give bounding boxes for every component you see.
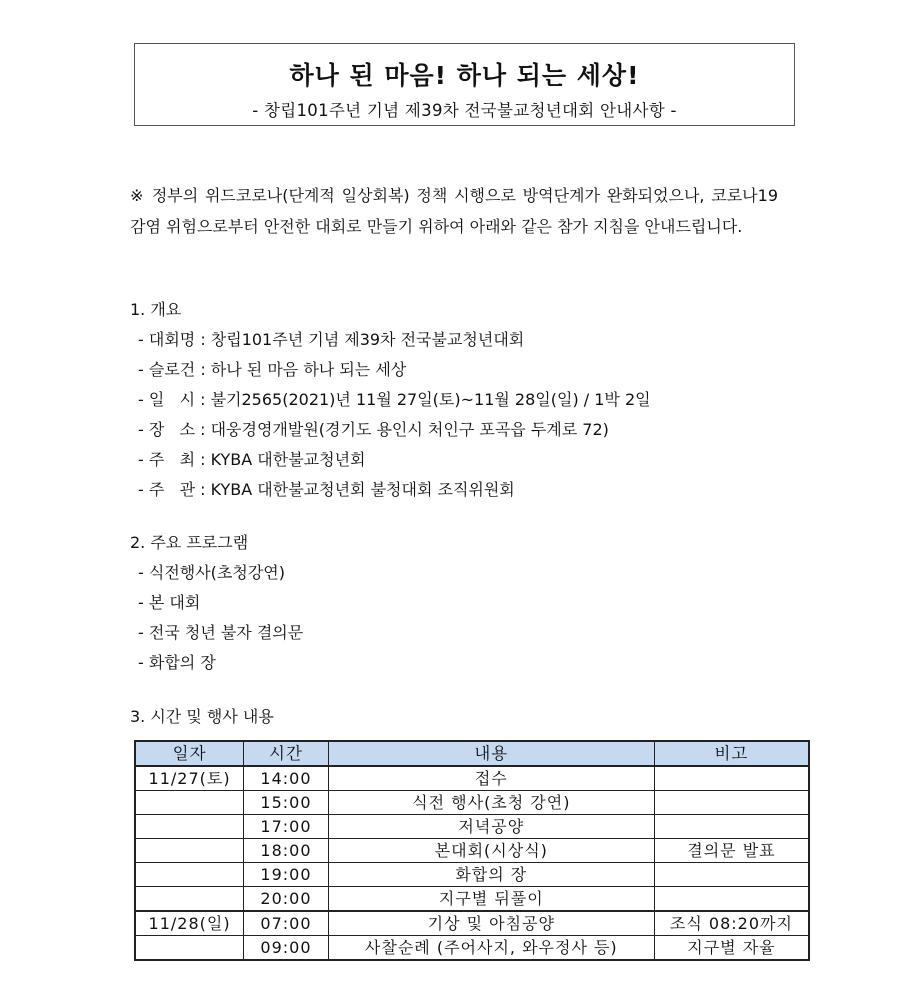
column-header-date: 일자	[135, 741, 244, 766]
cell-time: 15:00	[244, 791, 329, 815]
cell-date	[135, 936, 244, 961]
schedule-table	[134, 740, 810, 961]
column-header-time: 시간	[244, 741, 329, 766]
cell-time: 07:00	[244, 911, 329, 936]
cell-note	[654, 887, 809, 912]
table-row	[135, 863, 809, 887]
programs-heading: 2. 주요 프로그램	[130, 533, 249, 552]
cell-date	[135, 839, 244, 863]
page-title: 하나 된 마음! 하나 되는 세상!	[289, 61, 640, 90]
overview-item: - 장 소 : 대웅경영개발원(경기도 용인시 처인구 포곡읍 두계로 72)	[138, 420, 609, 439]
table-row	[135, 815, 809, 839]
table-row	[135, 887, 809, 912]
overview-section	[130, 295, 651, 505]
cell-date	[135, 815, 244, 839]
cell-note: 결의문 발표	[654, 839, 809, 863]
cell-time: 20:00	[244, 887, 329, 912]
cell-content: 지구별 뒤풀이	[328, 887, 654, 912]
program-item: - 화합의 장	[138, 653, 216, 672]
page-subtitle: - 창립101주년 기념 제39차 전국불교청년대회 안내사항 -	[252, 101, 677, 120]
cell-content: 사찰순례 (주어사지, 와우정사 등)	[328, 936, 654, 961]
table-header-row	[135, 741, 809, 766]
programs-section	[130, 528, 303, 678]
table-row	[135, 839, 809, 863]
cell-note: 지구별 자율	[654, 936, 809, 961]
table-row	[135, 911, 809, 936]
program-item: - 전국 청년 불자 결의문	[138, 623, 304, 642]
cell-content: 식전 행사(초청 강연)	[328, 791, 654, 815]
cell-date	[135, 791, 244, 815]
schedule-section	[130, 702, 274, 732]
table-row	[135, 766, 809, 791]
cell-content: 접수	[328, 766, 654, 791]
program-item: - 본 대회	[138, 593, 201, 612]
cell-content: 저녁공양	[328, 815, 654, 839]
cell-note	[654, 791, 809, 815]
cell-date	[135, 887, 244, 912]
program-item: - 식전행사(초청강연)	[138, 563, 285, 582]
cell-time: 18:00	[244, 839, 329, 863]
cell-date	[135, 863, 244, 887]
column-header-content: 내용	[328, 741, 654, 766]
overview-heading: 1. 개요	[130, 300, 182, 319]
schedule-heading: 3. 시간 및 행사 내용	[130, 707, 274, 726]
cell-content: 기상 및 아침공양	[328, 911, 654, 936]
table-row	[135, 936, 809, 961]
cell-date: 11/27(토)	[135, 766, 244, 791]
overview-item: - 대회명 : 창립101주년 기념 제39차 전국불교청년대회	[138, 330, 525, 349]
cell-note: 조식 08:20까지	[654, 911, 809, 936]
overview-item: - 일 시 : 불기2565(2021)년 11월 27일(토)~11월 28일(일) / 1박 2일	[138, 390, 651, 409]
cell-time: 17:00	[244, 815, 329, 839]
cell-note	[654, 766, 809, 791]
cell-note	[654, 815, 809, 839]
cell-time: 14:00	[244, 766, 329, 791]
cell-time: 09:00	[244, 936, 329, 961]
cell-note	[654, 863, 809, 887]
overview-item: - 슬로건 : 하나 된 마음 하나 되는 세상	[138, 360, 407, 379]
overview-item: - 주 최 : KYBA 대한불교청년회	[138, 450, 366, 469]
title-box	[134, 43, 795, 126]
column-header-note: 비고	[654, 741, 809, 766]
notice-paragraph: ※ 정부의 위드코로나(단계적 일상회복) 정책 시행으로 방역단계가 완화되었으나, 코로나19 감염 위험으로부터 안전한 대회로 만들기 위하여 아래와 같은 참가 지침을 안내드립니다.	[130, 186, 778, 236]
cell-content: 화합의 장	[328, 863, 654, 887]
cell-date: 11/28(일)	[135, 911, 244, 936]
cell-time: 19:00	[244, 863, 329, 887]
overview-item: - 주 관 : KYBA 대한불교청년회 불청대회 조직위원회	[138, 480, 515, 499]
table-row	[135, 791, 809, 815]
cell-content: 본대회(시상식)	[328, 839, 654, 863]
